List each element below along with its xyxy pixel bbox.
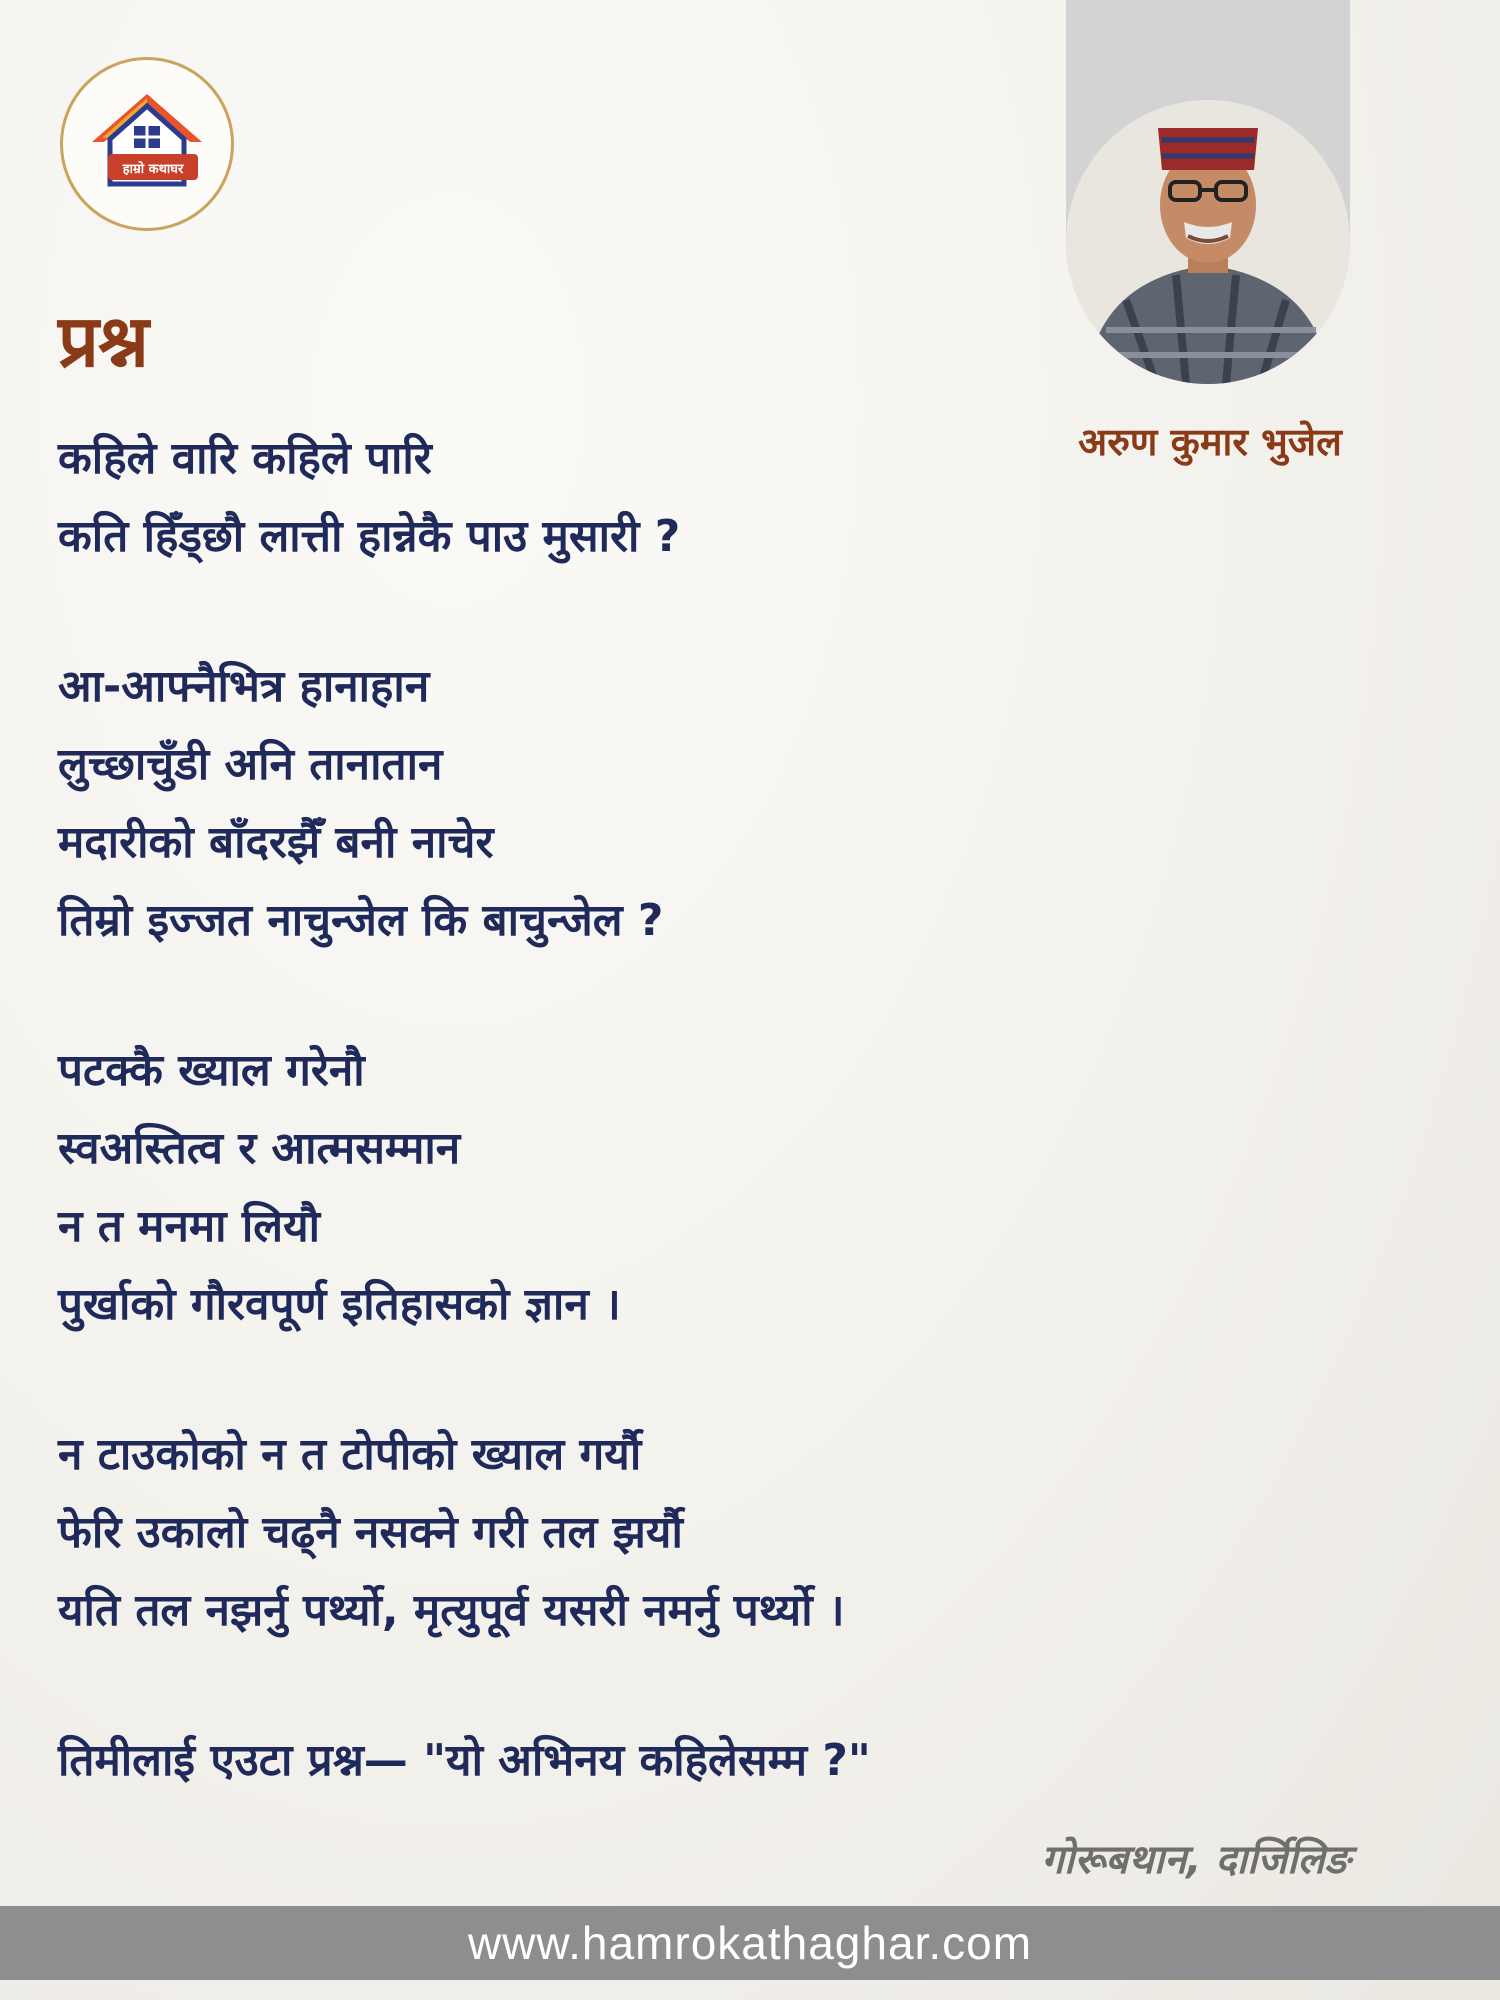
author-photo [1066,0,1350,384]
poem-body [58,420,1058,1872]
poem-line: तिम्रो इज्जत नाचुन्जेल कि बाचुन्जेल ? [58,895,664,946]
footer-bar [0,1906,1500,1980]
house-logo-icon [82,84,212,204]
poem-line: तिमीलाई एउटा प्रश्न— "यो अभिनय कहिलेसम्म ?" [58,1735,871,1786]
poem-line: आ-आफ्नैभित्र हानाहान [58,661,430,712]
poem-line: न त मनमा लियौ [58,1201,321,1252]
poem-line: कति हिँड्छौ लात्ती हान्नेकै पाउ मुसारी ? [58,511,681,562]
poem-line: कहिले वारि कहिले पारि [58,433,432,484]
author-name: अरुण कुमार भुजेल [1078,420,1342,464]
poem-line: पुर्खाको गौरवपूर्ण इतिहासको ज्ञान । [58,1279,621,1330]
poem-line: पटक्कै ख्याल गरेनौ [58,1045,365,1096]
logo [60,57,234,231]
stanza [58,420,1058,576]
poem-line: यति तल नझर्नु पर्थ्यो, मृत्युपूर्व यसरी नमर्नु पर्थ्यो । [58,1585,845,1636]
poem-line: न टाउकोको न त टोपीको ख्याल गर्यौ [58,1429,642,1480]
poem-line: फेरि उकालो चढ्नै नसक्ने गरी तल झर्यौ [58,1507,683,1558]
logo-text: हाम्रो कथाघर [122,162,184,177]
stanza [58,1416,1058,1650]
stanza [58,648,1058,960]
location-text: गोरूबथान, दार्जिलिङ [1041,1837,1350,1883]
stanza [58,1722,1058,1800]
website-link[interactable]: www.hamrokathaghar.com [467,1917,1033,1969]
poem-line: लुच्छाचुँडी अनि तानातान [58,739,443,790]
poem-line: स्वअस्तित्व र आत्मसम्मान [58,1123,461,1174]
poem-title: प्रश्न [58,299,148,383]
stanza [58,1032,1058,1344]
poem-line: मदारीको बाँदरझैँ बनी नाचेर [58,817,494,868]
